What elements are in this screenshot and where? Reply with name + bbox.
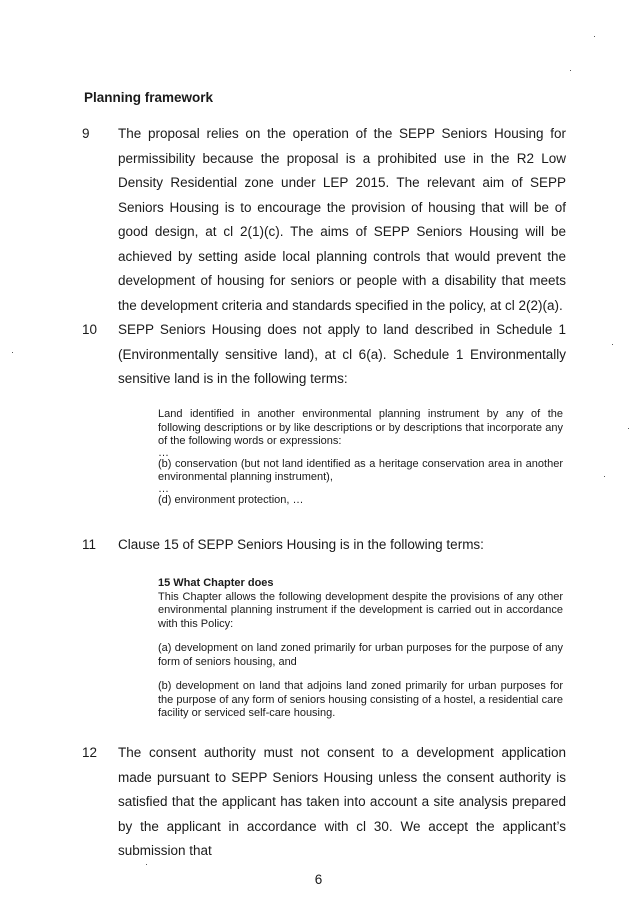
paragraph-12 bbox=[82, 741, 566, 864]
paragraph-number: 9 bbox=[82, 126, 90, 141]
scan-speck bbox=[628, 428, 629, 429]
scan-speck bbox=[594, 36, 595, 37]
quote-ellipsis: … bbox=[158, 482, 169, 495]
clause-15-quote bbox=[158, 577, 563, 721]
quote-item-d: (d) environment protection, … bbox=[158, 493, 304, 506]
scan-speck bbox=[604, 476, 605, 477]
paragraph-10 bbox=[82, 318, 566, 392]
scan-speck bbox=[146, 864, 147, 865]
paragraph-9 bbox=[82, 122, 566, 318]
paragraph-text: The consent authority must not consent to a development application made pursuant to SEPP Seniors Housing unless the consent authority is satisfied that the applicant has taken into account a site analysis prepared by the applicant in accordance with cl 30. We accept the applicant’s submission that bbox=[118, 745, 566, 858]
quote-heading: 15 What Chapter does bbox=[158, 577, 274, 589]
quote-intro: Land identified in another environmental planning instrument by any of the following descriptions or by like descriptions or by descriptions that incorporate any of the following words or expressions: bbox=[158, 408, 563, 447]
quote-ellipsis: … bbox=[158, 446, 169, 459]
schedule-1-quote bbox=[158, 408, 563, 507]
scan-speck bbox=[570, 70, 571, 71]
scan-speck bbox=[612, 344, 613, 345]
quote-item-b: (b) development on land that adjoins land zoned primarily for urban purposes for the purpose of any form of seniors housing consisting of a hostel, a residential care facility or serviced self-care housing. bbox=[158, 680, 563, 719]
paragraph-text: Clause 15 of SEPP Seniors Housing is in the following terms: bbox=[118, 537, 484, 552]
scan-speck bbox=[12, 352, 13, 353]
quote-intro: This Chapter allows the following development despite the provisions of any other environmental planning instrument if the development is carried out in accordance with this Policy: bbox=[158, 590, 563, 630]
section-heading: Planning framework bbox=[84, 90, 214, 105]
paragraph-11 bbox=[82, 533, 566, 558]
paragraph-text: The proposal relies on the operation of the SEPP Seniors Housing for permissibility because the proposal is a prohibited use in the R2 Low Density Residential zone under LEP 2015. The relevant aim of SEPP Seniors Housing is to encourage the provision of housing that will be of good design, at cl 2(1)(c). The aims of SEPP Seniors Housing will be achieved by setting aside local planning controls that would prevent the development of housing for seniors or people with a disability that meets the development criteria and standards specified in the policy, at cl 2(2)(a). bbox=[118, 126, 566, 313]
quote-item-a: (a) development on land zoned primarily for urban purposes for the purpose of any form of seniors housing, and bbox=[158, 642, 563, 668]
paragraph-number: 12 bbox=[82, 745, 98, 760]
page-number: 6 bbox=[314, 872, 323, 887]
quote-item-b: (b) conservation (but not land identified as a heritage conservation area in another environmental planning instrument), bbox=[158, 457, 563, 483]
paragraph-number: 11 bbox=[82, 537, 97, 552]
paragraph-number: 10 bbox=[82, 322, 98, 337]
paragraph-text: SEPP Seniors Housing does not apply to land described in Schedule 1 (Environmentally sensitive land), at cl 6(a). Schedule 1 Environmentally sensitive land is in the following terms: bbox=[118, 322, 566, 386]
